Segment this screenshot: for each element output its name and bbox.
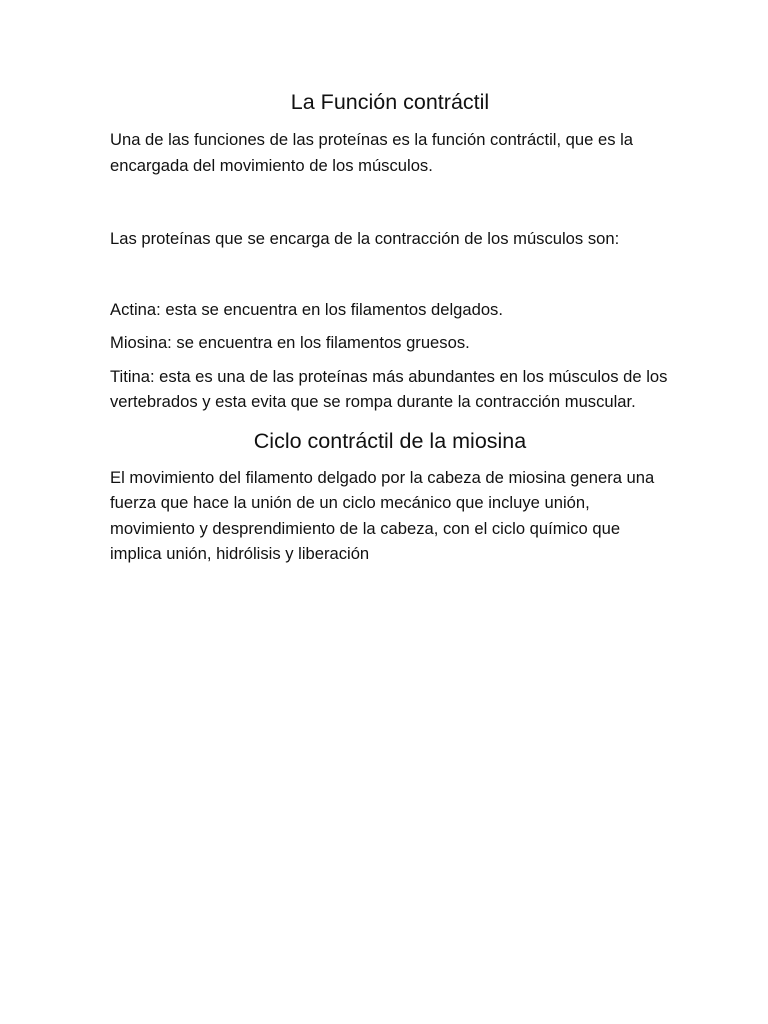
document-title: La Función contráctil <box>290 90 490 114</box>
proteins-intro-paragraph: Las proteínas que se encarga de la contracción de los músculos son: <box>110 229 620 248</box>
actina-paragraph: Actina: esta se encuentra en los filamentos delgados. <box>110 299 503 319</box>
section-title: Ciclo contráctil de la miosina <box>253 428 527 453</box>
titina-paragraph: Titina: esta es una de las proteínas más abundantes en los músculos de los vertebrados y esta evita que se rompa durante la contracción muscular. <box>110 366 668 411</box>
miosina-paragraph: Miosina: se encuentra en los filamentos gruesos. <box>110 333 470 352</box>
section-paragraph: El movimiento del filamento delgado por la cabeza de miosina genera una fuerza que hace la unión de un ciclo mecánico que incluye unión, movimiento y desprendimiento de la cabeza, con el ciclo químico que implica unión, hidrólisis y liberación <box>110 467 655 563</box>
document-body <box>110 86 670 567</box>
intro-paragraph: Una de las funciones de las proteínas es la función contráctil, que es la encargada del movimiento de los músculos. <box>110 130 634 175</box>
